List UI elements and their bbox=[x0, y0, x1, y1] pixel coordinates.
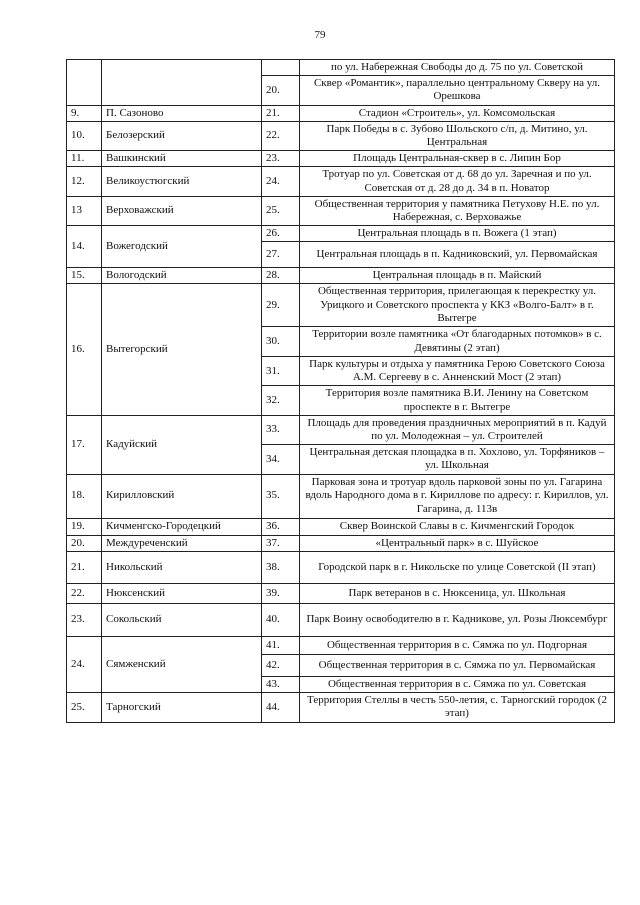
district-name: Нюксенский bbox=[102, 583, 262, 603]
object-description: Территория Стеллы в честь 550-летия, с. Тарногский городок (2 этап) bbox=[300, 692, 615, 722]
row-number: 20. bbox=[67, 535, 102, 551]
object-number: 31. bbox=[262, 357, 300, 386]
object-number: 43. bbox=[262, 676, 300, 692]
object-number: 23. bbox=[262, 151, 300, 167]
object-description: Центральная площадь в п. Вожега (1 этап) bbox=[300, 226, 615, 242]
row-number: 16. bbox=[67, 284, 102, 415]
object-description: Сквер Воинской Славы в с. Кичменгский Городок bbox=[300, 518, 615, 535]
object-description: Сквер «Романтик», параллельно центральному Скверу на ул. Орешкова bbox=[300, 76, 615, 105]
table-row bbox=[67, 196, 615, 225]
row-number: 17. bbox=[67, 415, 102, 474]
object-number: 36. bbox=[262, 518, 300, 535]
row-number: 24. bbox=[67, 636, 102, 692]
district-name: Белозерский bbox=[102, 121, 262, 150]
table-row bbox=[67, 692, 615, 722]
row-number: 14. bbox=[67, 226, 102, 268]
district-name: Вологодский bbox=[102, 268, 262, 284]
district-name: Кадуйский bbox=[102, 415, 262, 474]
object-description: Парк Воину освободителю в г. Кадникове, ул. Розы Люксембург bbox=[300, 603, 615, 636]
table-row bbox=[67, 151, 615, 167]
table-row bbox=[67, 268, 615, 284]
object-description: Центральная площадь в п. Майский bbox=[300, 268, 615, 284]
district-name: Кирилловский bbox=[102, 474, 262, 518]
object-number: 35. bbox=[262, 474, 300, 518]
table-row bbox=[67, 551, 615, 583]
district-name: Кичменгско-Городецкий bbox=[102, 518, 262, 535]
row-number: 23. bbox=[67, 603, 102, 636]
row-number: 11. bbox=[67, 151, 102, 167]
object-number: 28. bbox=[262, 268, 300, 284]
object-description: Общественная территория в с. Сямжа по ул. Первомайская bbox=[300, 654, 615, 676]
district-name: Великоустюгский bbox=[102, 167, 262, 196]
object-description: Парк культуры и отдыха у памятника Герою Советского Союза А.М. Сергееву в с. Анненский Мост (2 этап) bbox=[300, 357, 615, 386]
object-number: 29. bbox=[262, 284, 300, 327]
row-number: 15. bbox=[67, 268, 102, 284]
district-name: Междуреченский bbox=[102, 535, 262, 551]
row-number: 21. bbox=[67, 551, 102, 583]
table-row bbox=[67, 535, 615, 551]
row-number: 18. bbox=[67, 474, 102, 518]
object-description: Территории возле памятника «От благодарных потомков» в с. Девятины (2 этап) bbox=[300, 327, 615, 357]
object-description: по ул. Набережная Свободы до д. 75 по ул. Советской bbox=[300, 60, 615, 76]
table-row bbox=[67, 583, 615, 603]
object-number: 34. bbox=[262, 445, 300, 474]
district-name: П. Сазоново bbox=[102, 105, 262, 121]
object-number: 25. bbox=[262, 196, 300, 225]
object-number: 37. bbox=[262, 535, 300, 551]
object-number bbox=[262, 60, 300, 76]
object-number: 33. bbox=[262, 415, 300, 444]
object-description: Площадь для проведения праздничных мероприятий в п. Кадуй по ул. Молодежная – ул. Строителей bbox=[300, 415, 615, 444]
district-name: Никольский bbox=[102, 551, 262, 583]
table-row bbox=[67, 60, 615, 76]
object-description: Городской парк в г. Никольске по улице Советской (II этап) bbox=[300, 551, 615, 583]
row-number bbox=[67, 60, 102, 106]
improvement-objects-table bbox=[66, 59, 615, 723]
table-row bbox=[67, 105, 615, 121]
table-row bbox=[67, 121, 615, 150]
object-description: Общественная территория, прилегающая к перекрестку ул. Урицкого и Советского проспекта у ККЗ «Волго-Балт» в г. Вытегре bbox=[300, 284, 615, 327]
object-number: 42. bbox=[262, 654, 300, 676]
object-description: Общественная территория у памятника Петухову Н.Е. по ул. Набережная, с. Верховажье bbox=[300, 196, 615, 225]
object-number: 26. bbox=[262, 226, 300, 242]
object-number: 39. bbox=[262, 583, 300, 603]
row-number: 13 bbox=[67, 196, 102, 225]
table-row bbox=[67, 518, 615, 535]
table-row bbox=[67, 636, 615, 654]
row-number: 10. bbox=[67, 121, 102, 150]
object-number: 40. bbox=[262, 603, 300, 636]
row-number: 25. bbox=[67, 692, 102, 722]
district-name: Вашкинский bbox=[102, 151, 262, 167]
object-number: 21. bbox=[262, 105, 300, 121]
table-row bbox=[67, 415, 615, 444]
object-number: 41. bbox=[262, 636, 300, 654]
object-description: Общественная территория в с. Сямжа по ул. Советская bbox=[300, 676, 615, 692]
object-number: 44. bbox=[262, 692, 300, 722]
district-name: Вожегодский bbox=[102, 226, 262, 268]
object-number: 20. bbox=[262, 76, 300, 105]
object-number: 22. bbox=[262, 121, 300, 150]
object-description: Парк ветеранов в с. Нюксеница, ул. Школьная bbox=[300, 583, 615, 603]
object-description: Парковая зона и тротуар вдоль парковой зоны по ул. Гагарина вдоль Народного дома в г. Кириллове по адресу: г. Кириллов, ул. Гагарина, д. 113в bbox=[300, 474, 615, 518]
object-description: Общественная территория в с. Сямжа по ул. Подгорная bbox=[300, 636, 615, 654]
object-description: Территория возле памятника В.И. Ленину на Советском проспекте в г. Вытегре bbox=[300, 386, 615, 415]
page-number: 79 bbox=[314, 29, 326, 41]
object-number: 24. bbox=[262, 167, 300, 196]
object-description: Тротуар по ул. Советская от д. 68 до ул. Заречная и по ул. Советская от д. 28 до д. 34 в п. Новатор bbox=[300, 167, 615, 196]
object-description: Парк Победы в с. Зубово Шольского с/п, д. Митино, ул. Центральная bbox=[300, 121, 615, 150]
district-name: Вытегорский bbox=[102, 284, 262, 415]
object-number: 38. bbox=[262, 551, 300, 583]
district-name bbox=[102, 60, 262, 106]
district-name: Тарногский bbox=[102, 692, 262, 722]
table-row bbox=[67, 603, 615, 636]
district-name: Сокольский bbox=[102, 603, 262, 636]
district-name: Верховажский bbox=[102, 196, 262, 225]
row-number: 19. bbox=[67, 518, 102, 535]
row-number: 22. bbox=[67, 583, 102, 603]
object-description: Площадь Центральная-сквер в с. Липин Бор bbox=[300, 151, 615, 167]
row-number: 12. bbox=[67, 167, 102, 196]
table-row bbox=[67, 284, 615, 327]
object-number: 30. bbox=[262, 327, 300, 357]
object-description: Центральная площадь в п. Кадниковский, ул. Первомайская bbox=[300, 242, 615, 268]
row-number: 9. bbox=[67, 105, 102, 121]
table-row bbox=[67, 474, 615, 518]
object-description: Стадион «Строитель», ул. Комсомольская bbox=[300, 105, 615, 121]
district-name: Сямженский bbox=[102, 636, 262, 692]
object-description: Центральная детская площадка в п. Хохлово, ул. Торфяников – ул. Школьная bbox=[300, 445, 615, 474]
object-number: 27. bbox=[262, 242, 300, 268]
table-row bbox=[67, 226, 615, 242]
object-number: 32. bbox=[262, 386, 300, 415]
object-description: «Центральный парк» в с. Шуйское bbox=[300, 535, 615, 551]
table-row bbox=[67, 167, 615, 196]
